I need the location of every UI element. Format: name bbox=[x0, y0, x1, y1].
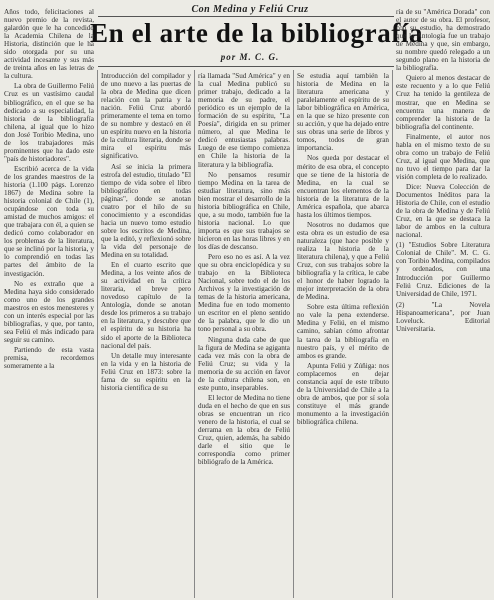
paragraph: La obra de Guillermo Feliú Cruz es un vastísimo caudal bibliográfico, en el que se ha dedicado a su especialidad, la historia de la bibliografía chilena, al igual que lo hizo don José Toribio Medina, uno de los trabajadores más prominentes que ha dado este "país de historiadores". bbox=[4, 82, 94, 163]
paragraph: Escribió acerca de la vida de los grandes maestros de la historia (1.100 págs. Lorenzo 1867) de Medina sobre la historia colonial de Chile (1), ocupándose con toda su amistad de muchos amigos: el que trabajara con él, a quien se dedicó como colaborador en los problemas de la literatura, que se inclinó por la historia, y lo comprendió en todas las partes del ámbito de la investigación. bbox=[4, 164, 94, 278]
paragraph: Pero eso no es así. A la vez que su obra enciclopédica y su trabajo en la Biblioteca Nacional, sobre todo el de los Archivos y la investigación de temas de la historia americana, Medina fue en todo momento un escritor en el pleno sentido de la palabra, que le dio un tono personal a su obra. bbox=[198, 253, 290, 334]
column-divider bbox=[194, 70, 195, 598]
paragraph: Finalmente, el autor nos habla en el mismo texto de su obra como un trabajo de Feliú Cruz, al igual que Medina, que no tuvo el tiempo para dar la visión completa de lo realizado. bbox=[396, 132, 490, 181]
paragraph: Partiendo de esta vasta premisa, recordemos someramente a la bbox=[4, 345, 94, 371]
text-column-4 bbox=[297, 72, 389, 598]
text-column-5 bbox=[396, 8, 490, 598]
paragraph: Nosotros no dudamos que esta obra es un estudio de esa naturaleza (que hace posible y realiza la historia de la literatura chilena), y que a Feliú Cruz, con sus trabajos sobre la bibliografía y la crítica, le cabe el honor de haber logrado la mejor interpretación de la obra de Medina. bbox=[297, 220, 389, 302]
paragraph: Sobre esta última reflexión no vale la pena extenderse. Medina y Feliú, en el mismo camino, sabían cómo afrontar la tarea de la bibliografía en nuestro país, y el mérito de ambos es grande. bbox=[297, 303, 389, 360]
article-byline: por M. C. G. bbox=[220, 52, 280, 62]
paragraph: Quiero al menos destacar de este recuento y a lo que Feliú Cruz ha tenido la gentileza de mostrar, que en Medina se encuentra una manera de comprender la historia de la bibliografía del continente. bbox=[396, 74, 490, 131]
paragraph: Apunta Feliú y Zúñiga: nos complacemos en dejar constancia aquí de este tributo de la Universidad de Chile a la obra de ambos, que por sí sola constituye el más grande monumento a la investigación bibliográfica chilena. bbox=[297, 361, 389, 426]
footnote: (1) "Estudios Sobre Literatura Colonial de Chile". M. C. G. con Toribio Medina, compilados y ordenados, con una Introducción por Guillermo Feliú Cruz. Ediciones de la Universidad de Chile, 1971. bbox=[396, 241, 490, 298]
column-divider bbox=[293, 70, 294, 598]
title-rule-bottom bbox=[98, 66, 394, 67]
column-divider bbox=[392, 70, 393, 598]
column-divider bbox=[97, 70, 98, 598]
paragraph: Nos queda por destacar el mérito de esa obra, el concepto que se tiene de la historia de Medina, en la cual se encuentran los elementos de la historia de la literatura de la América española, que abarca hasta los últimos tiempos. bbox=[297, 154, 389, 219]
text-column-2 bbox=[101, 72, 191, 598]
paragraph: En el cuarto escrito que Medina, a los veinte años de su actividad en la crítica literaria, el breve pero novedoso capítulo de la Antología, donde se anotan desde los primeros a su trabajo en la literatura, y descubre que el espíritu de su historia ha sido el aporte de la Biblioteca nacional del país. bbox=[101, 261, 191, 350]
paragraph: Años todo, felicitaciones al nuevo premio de la revista, galardón que le ha concedido la Academia Chilena de la Historia, distinción que le ha sido otorgada por su una actividad incesante y sus más de treinta años en las letras de la cultura. bbox=[4, 8, 94, 81]
paragraph: Ninguna duda cabe de que la figura de Medina se agiganta cada vez más con la obra de Feliú Cruz; su vida y la memoria de su acción en favor de la cultura chilena son, en este punto, inseparables. bbox=[198, 335, 290, 392]
text-column-1 bbox=[4, 8, 94, 598]
paragraph: No es extraño que a Medina haya sido considerado como uno de los grandes maestros en estos menesteres y con un interés especial por las bibliografías, y que, por tanto, sea Feliú el más indicado para seguir su camino. bbox=[4, 279, 94, 344]
paragraph: Un detalle muy interesante en la vida y en la historia de Feliú Cruz en 1873: sobre la fama de su espíritu en la historia científica de su bbox=[101, 351, 191, 392]
text-column-3 bbox=[198, 72, 290, 598]
footnote: (2) "La Novela Hispanoamericana", por Juan Loveluck. Editorial Universitaria. bbox=[396, 300, 490, 333]
paragraph: Así se inicia la primera estrofa del estudio, titulado "El tiempo de vida sobre el libro bibliográfico en todas páginas", donde se anotan cuatro por el hilo de su conocimiento y a escondidas hacia un nuevo tomo estudio sobre los escritos de Medina, que la editó, y reflexionó sobre la vida del personaje de Medina en su totalidad. bbox=[101, 162, 191, 260]
article-kicker: Con Medina y Feliú Cruz bbox=[191, 4, 309, 15]
paragraph: ría llamada "Sud América" y en la cual Medina publicó su primer trabajo, dedicado a la memoria de su padre, el periódico es un ejemplo de la formación de su espíritu, "La Poesía", dirigida en su primer número, al que Medina le dedicó entusiastas palabras. Luego de ese tiempo comienza en Chile la historia de la literatura y la bibliografía. bbox=[198, 72, 290, 169]
paragraph: ría de su "América Dorada" con el autor de su obra. El profesor, con su estudio, ha demostrado que la Antología fue un trabajo de Medina y que, sin embargo, su nombre quedó relegado a un segundo plano en la historia de la bibliografía. bbox=[396, 8, 490, 73]
paragraph: Se estudia aquí también la historia de Medina en la literatura americana y paralelamente el espíritu de su labor bibliográfica en América, en la que se hizo presente con su acción, y que ha dejado entre sus obras una serie de libros y tomos, todos de gran importancia. bbox=[297, 72, 389, 153]
paragraph: No pensamos resumir tiempo Medina en la tarea de estudiar literatura, sino más bien mostrar el desarrollo de la historia bibliográfica en Chile, que, a su modo, también fue la historia nacional. Lo que importa es que sus trabajos se hicieron en las horas libres y en los días de descanso. bbox=[198, 170, 290, 251]
footnotes bbox=[396, 241, 490, 333]
paragraph: Introducción del compilador y de uno nuevo a las puertas de la obra de Medina que dicen relación con la patria y la nación. Feliú Cruz abordó primeramente el tema en torno de su nombre y destacó en él un espíritu nuevo en la historia de la cultura literaria, donde se mira el espíritu más significativo. bbox=[101, 72, 191, 161]
paragraph: El lector de Medina no tiene duda en el hecho de que en sus obras se encuentran un rico venero de la historia, el cual se derrama en la obra de Feliú Cruz, quien, además, ha sabido darle el sitio que le correspondía como primer bibliógrafo de la América. bbox=[198, 393, 290, 467]
paragraph: Dice: Nueva Colección de Documentos Inéditos para la Historia de Chile, con el estudio de la obra de Medina y de Feliú Cruz, en la que se destaca la labor de ambos en la cultura nacional. bbox=[396, 182, 490, 240]
article-title: En el arte de la bibliografía bbox=[90, 18, 424, 48]
title-rule-top bbox=[98, 16, 394, 17]
